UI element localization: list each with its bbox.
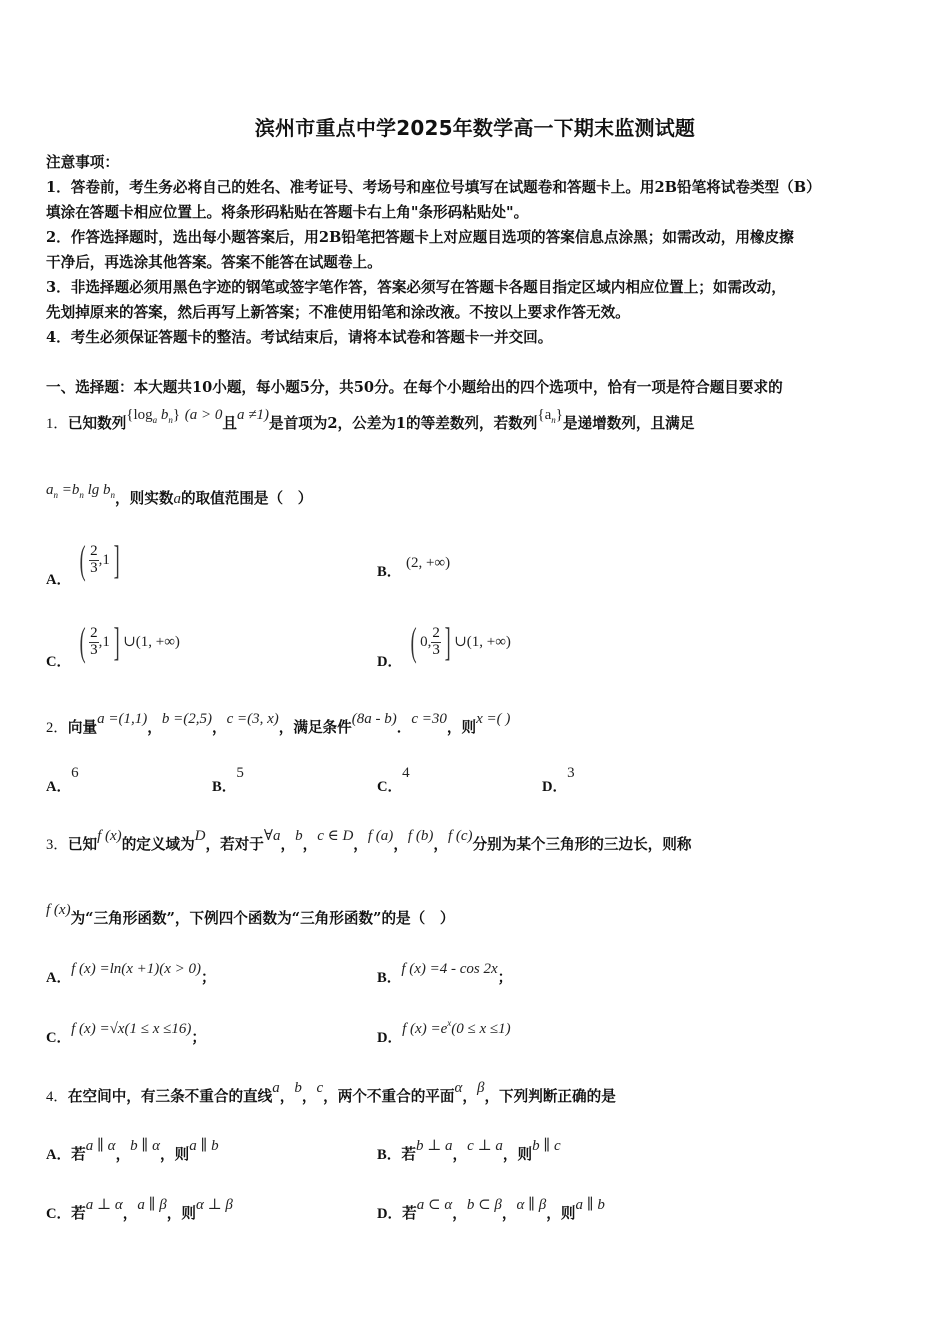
- question-text: 在空间中，有三条不重合的直线: [67, 1088, 273, 1105]
- question-text: ，则: [446, 719, 477, 736]
- math-expression: f (b): [407, 828, 434, 844]
- notice-heading: 注意事项：: [46, 154, 119, 171]
- option-d[interactable]: [377, 1018, 511, 1047]
- notice-line-1: 1．答卷前，考生务必将自己的姓名、准考证号、考场号和座位号填写在试题卷和答题卡上。用2B铅笔将试卷类型（B）: [46, 179, 821, 196]
- option-b[interactable]: B．若b ⊥ a，c ⊥ a，则b ∥ c: [377, 1138, 561, 1163]
- math-expression: α ⊥ β: [195, 1197, 233, 1213]
- notice-line-4: 干净后，再选涂其他答案。答案不能答在试题卷上。: [46, 254, 382, 271]
- section-heading: 一、选择题：本大题共10小题，每小题5分，共50分。在每个小题给出的四个选项中，恰有一项是符合题目要求的: [46, 379, 783, 396]
- question-text: 已知: [67, 836, 98, 853]
- math-expression: a ≠1): [237, 407, 269, 423]
- math-expression: a =(1,1): [97, 711, 148, 727]
- option-label: A．: [46, 970, 72, 986]
- option-a[interactable]: A． ( $\frac{2}{3}$ ,1]: [46, 537, 120, 588]
- math-expression: a ∥ β: [137, 1197, 167, 1213]
- option-d[interactable]: [542, 765, 575, 796]
- math-expression: {$\log_a$ $b_n$}: [126, 407, 181, 425]
- question-text: ，下列判断正确的是: [484, 1088, 616, 1105]
- question-number: 3．: [46, 837, 68, 853]
- question-text: 已知数列: [67, 415, 127, 432]
- notice-line-2: 填涂在答题卡相应位置上。将条形码粘贴在答题卡右上角"条形码粘贴处"。: [46, 204, 529, 221]
- math-expression: f (a): [367, 828, 394, 844]
- option-label: A．: [46, 572, 72, 588]
- option-a[interactable]: [46, 765, 79, 796]
- option-label: A．: [46, 1147, 72, 1163]
- option-label: B．: [212, 779, 237, 795]
- math-expression: b ⊥ a: [415, 1138, 453, 1154]
- option-label: C．: [46, 1206, 72, 1222]
- option-label: D．: [377, 1030, 403, 1046]
- math-expression: (a > 0: [184, 407, 223, 423]
- math-expression: (8a - b): [351, 711, 397, 727]
- question-number: 2．: [46, 720, 68, 736]
- option-c[interactable]: C．f (x) =√x(1 ≤ x ≤16)；: [46, 1021, 206, 1046]
- math-expression: f (x): [46, 902, 71, 918]
- math-variable: a: [173, 491, 181, 507]
- math-expression: b: [295, 828, 303, 844]
- option-label: D．: [377, 1206, 403, 1222]
- math-expression: b: [294, 1080, 302, 1096]
- option-b[interactable]: B．f (x) =4 - cos 2x；: [377, 961, 513, 986]
- question-text: ，两个不重合的平面: [323, 1088, 455, 1105]
- math-expression: f (x): [97, 828, 122, 844]
- math-expression: $a_n =b_n$ $\lg b_n$: [46, 482, 116, 500]
- math-expression: c ⊥ a: [467, 1138, 503, 1154]
- question-text: 的定义域为: [121, 836, 195, 853]
- option-label: B．: [377, 564, 402, 580]
- question-text: 分别为某个三角形的三边长，则称: [472, 836, 692, 853]
- notice-line-3: 2．作答选择题时，选出每小题答案后，用2B铅笔把答题卡上对应题目选项的答案信息点涂黑；如需改动，用橡皮擦: [46, 229, 794, 246]
- option-d[interactable]: D．若a ⊂ α，b ⊂ β，α ∥ β，则a ∥ b: [377, 1197, 605, 1222]
- option-c[interactable]: C．若a ⊥ α，a ∥ β，则α ⊥ β: [46, 1197, 233, 1222]
- question-1-line-2: [46, 482, 313, 508]
- option-c[interactable]: C． ( $\frac{2}{3}$ ,1] ∪(1, +∞): [46, 619, 180, 670]
- math-expression: x =( ): [476, 711, 511, 727]
- math-expression: b ⊂ β: [466, 1197, 502, 1213]
- option-value: 6: [71, 765, 79, 781]
- option-value: 5: [236, 765, 244, 781]
- math-expression: c =(3, x): [226, 711, 279, 727]
- math-expression: α: [454, 1080, 463, 1096]
- notice-line-5: 3．非选择题必须用黑色字迹的钢笔或签字笔作答，答案必须写在答题卡各题目指定区域内相应位置上；如需改动，: [46, 279, 786, 296]
- question-number: 1．: [46, 416, 68, 432]
- notice-line-7: 4．考生必须保证答题卡的整洁。考试结束后，请将本试卷和答题卡一并交回。: [46, 329, 553, 346]
- question-text: 且: [222, 415, 237, 432]
- math-expression: a ∥ α: [85, 1138, 116, 1154]
- question-text: 是递增数列，且满足: [562, 415, 695, 432]
- math-expression: a ∥ b: [189, 1138, 219, 1154]
- fraction: $\frac{2}{3}$: [90, 624, 98, 658]
- question-text: ，满足条件: [278, 719, 352, 736]
- option-value: 4: [402, 765, 410, 781]
- question-text: ，若对于: [205, 836, 264, 853]
- math-expression: ∀a: [263, 828, 281, 844]
- question-3-line-1: 3．已知f (x)的定义域为D，若对于∀a，b，c ∈ D，f (a)，f (b)，f (c)分别为某个三角形的三边长，则称: [46, 828, 692, 853]
- option-value: f (x) =4 - cos 2x: [401, 961, 498, 977]
- option-label: D．: [377, 654, 403, 670]
- option-b[interactable]: [212, 765, 244, 796]
- option-label: B．: [377, 970, 402, 986]
- fraction: $\frac{2}{3}$: [90, 542, 98, 576]
- option-value: f (x) =ln(x +1)(x > 0): [71, 961, 202, 977]
- question-text: 向量: [67, 719, 98, 736]
- question-4-line-1: 4．在空间中，有三条不重合的直线a，b，c，两个不重合的平面α，β，下列判断正确的是: [46, 1080, 616, 1105]
- math-expression: a ⊂ α: [416, 1197, 453, 1213]
- math-expression: $\{a_n\}$: [537, 407, 563, 425]
- option-label: C．: [377, 779, 403, 795]
- option-label: D．: [542, 779, 568, 795]
- math-expression: f (c): [447, 828, 473, 844]
- option-label: C．: [46, 1030, 72, 1046]
- math-expression: c: [316, 1080, 324, 1096]
- math-expression: a: [272, 1080, 280, 1096]
- option-c[interactable]: [377, 765, 410, 796]
- question-2-line-1: 2．向量a =(1,1)，b =(2,5)，c =(3, x)，满足条件(8a - b)．c =30，则x =( ): [46, 711, 511, 736]
- question-text: 是首项为2，公差为1的等差数列，若数列: [268, 415, 538, 432]
- math-expression: c =30: [411, 711, 447, 727]
- page-title: 滨州市重点中学2025年数学高一下期末监测试题: [254, 116, 696, 140]
- math-expression: a ∥ b: [575, 1197, 605, 1213]
- question-text: 的取值范围是（ ）: [180, 490, 313, 507]
- option-value: f (x) =√x(1 ≤ x ≤16): [71, 1021, 192, 1037]
- math-expression: b ∥ c: [532, 1138, 561, 1154]
- math-expression: α ∥ β: [516, 1197, 547, 1213]
- math-expression: c ∈ D: [317, 828, 354, 844]
- option-label: B．: [377, 1147, 402, 1163]
- math-expression: (2, +∞): [405, 555, 451, 571]
- question-1-line-1: [46, 407, 695, 433]
- option-value: f $(x) =e^x(0 \le x \le 1)$: [402, 1018, 511, 1037]
- option-a[interactable]: A．f (x) =ln(x +1)(x > 0)；: [46, 961, 216, 986]
- option-label: A．: [46, 779, 72, 795]
- option-d[interactable]: D． ( 0, $\frac{2}{3}$ ] ∪(1, +∞): [377, 619, 511, 670]
- math-expression: b =(2,5): [161, 711, 212, 727]
- question-number: 4．: [46, 1089, 68, 1105]
- option-label: C．: [46, 654, 72, 670]
- math-expression: b ∥ α: [130, 1138, 160, 1154]
- question-text: 为“三角形函数”，下例四个函数为“三角形函数”的是（ ）: [70, 910, 455, 927]
- question-3-line-2: [46, 902, 455, 928]
- notice-line-6: 先划掉原来的答案，然后再写上新答案；不准使用铅笔和涂改液。不按以上要求作答无效。: [46, 304, 630, 321]
- math-expression: a ⊥ α: [85, 1197, 123, 1213]
- math-expression: D: [194, 828, 206, 844]
- fraction: $\frac{2}{3}$: [432, 624, 440, 658]
- option-b[interactable]: [377, 555, 451, 581]
- math-expression: β: [476, 1080, 485, 1096]
- option-value: 3: [567, 765, 575, 781]
- option-a[interactable]: A．若a ∥ α，b ∥ α，则a ∥ b: [46, 1138, 219, 1163]
- question-text: ，则实数: [115, 490, 174, 507]
